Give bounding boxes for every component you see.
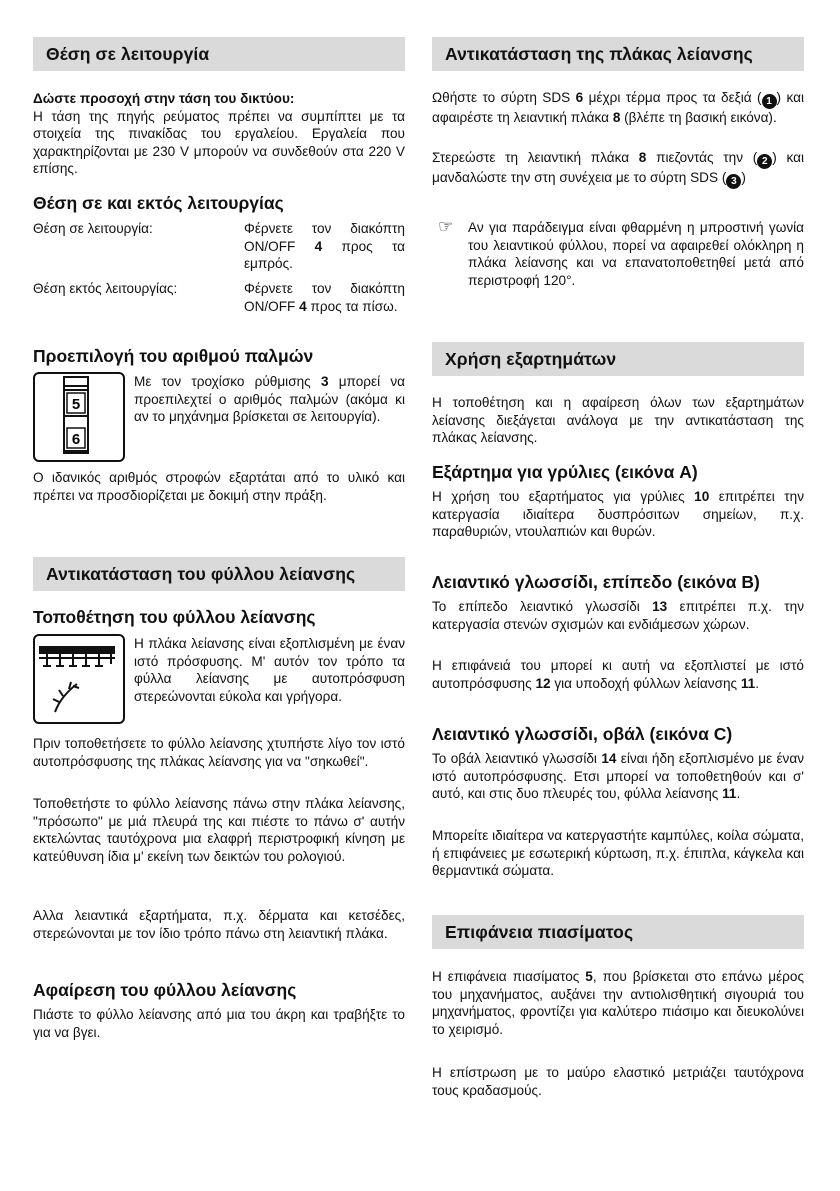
fit-text-3: Τοποθετήστε το φύλλο λείανσης πάνω στην πλάκα λείανσης, "πρόσωπο" με μιά πλευρά της και πιέστε το πάνω σ' αυτήν εκτελώντας ταυτόχρονα μια ελαφρή περιστροφική κίνηση με κατεύθυνση ίδια μ' εκείνη των δεικτών του ρολογιού. (33, 796, 405, 864)
grip-text-2: Η επίστρωση με το μαύρο ελαστικό μετριάζει ταυτόχρονα τους κραδασμούς. (432, 1065, 804, 1098)
section-header-operation: Θέση σε λειτουργία (33, 37, 405, 71)
switch-on-label: Θέση σε λειτουργία: (33, 221, 153, 236)
fit-text-1: Η πλάκα λείανσης είναι εξοπλισμένη με έναν ιστό πρόσφυσης. Μ' αυτόν τον τρόπο τα φύλλα λείανσης με αυτοπρόσφυση στερεώνονται εύκολα και γρήγορα. (134, 636, 405, 704)
step-2-icon: 2 (757, 154, 772, 169)
preset-heading: Προεπιλογή του αριθμού παλμών (33, 346, 314, 366)
remove-sheet-heading: Αφαίρεση του φύλλου λείανσης (33, 980, 297, 1000)
speed-dial-graphic (33, 372, 121, 458)
accessory-b-text-1: Το επίπεδο λειαντικό γλωσσίδι 13 επιτρέπει π.χ. την κατεργασία στενών σχισμών και ενδιάμεσων χώρων. (432, 599, 804, 632)
preset-text-2: Ο ιδανικός αριθμός στροφών εξαρτάται από το υλικό και πρέπει να προσδιορίζεται με δοκιμή στην πράξη. (33, 470, 405, 503)
dial-label-5: 5 (71, 396, 81, 413)
switch-off-text: Φέρνετε τον διακόπτη ON/OFF 4 προς τα πίσω. (244, 281, 405, 314)
section-header-grip: Επιφάνεια πιασίματος (432, 915, 804, 949)
accessory-a-text: Η χρήση του εξαρτήματος για γρύλιες 10 επιτρέπει την κατεργασία ιδιαίτερα δυσπρόσιτων σημείων, π.χ. παραθυριών, ντουλαπιών και θυρών. (432, 489, 804, 539)
speed-dial-icon (33, 372, 125, 462)
accessory-c-text-1: Το οβάλ λειαντικό γλωσσίδι 14 είναι ήδη εξοπλισμένο με έναν ιστό αυτοπρόσφυσης. Ετσι μπορεί να τοποθετηθούν και σ' αυτό, και στις δυο πλευρές του, φύλλα λείανσης 11. (432, 751, 805, 801)
step-3-icon: 3 (726, 174, 741, 189)
onoff-heading: Θέση σε και εκτός λειτουργίας (33, 193, 284, 213)
section-header-plate-change: Αντικατάσταση της πλάκας λείανσης (432, 37, 804, 71)
dial-label-6: 6 (71, 431, 81, 448)
switch-on-text: Φέρνετε τον διακόπτη ON/OFF 4 προς τα εμπρός. (244, 221, 405, 271)
remove-sheet-text: Πιάστε το φύλλο λείανσης από μια του άκρη και τραβήξτε το για να βγει. (33, 1007, 405, 1040)
velcro-graphic (33, 634, 121, 720)
voltage-warning-text: Η τάση της πηγής ρεύματος πρέπει να συμπίπτει με τα στοιχεία της πινακίδας του εργαλείου. Εργαλεία που χαρακτηρίζονται με 230 V μπορούν να συνδεθούν στα 220 V επίσης. (33, 108, 405, 176)
accessory-a-heading: Εξάρτημα για γρύλιες (εικόνα A) (432, 462, 698, 482)
section-header-sheet-change: Αντικατάσταση του φύλλου λείανσης (33, 557, 405, 591)
voltage-paragraph (33, 90, 405, 178)
fit-text-2: Πριν τοποθετήσετε το φύλλο λείανσης χτυπήστε λίγο τον ιστό αυτοπρόσφυσης της πλάκας λείανσης για να "σηκωθεί". (33, 736, 405, 769)
fit-text-4: Αλλα λειαντικά εξαρτήματα, π.χ. δέρματα και κετσέδες, στερεώνονται με τον ίδιο τρόπο πάνω στη λειαντική πλάκα. (33, 908, 405, 941)
accessory-b-text-2: Η επιφάνειά του μπορεί κι αυτή να εξοπλιστεί με ιστό αυτοπρόσφυσης 12 για υποδοχή φύλλων λείανσης 11. (432, 658, 804, 691)
preset-text: Με τον τροχίσκο ρύθμισης 3 μπορεί να προεπιλεχτεί ο αριθμός παλμών (ακόμα κι αν το μηχάνημα βρίσκεται σε λειτουργία). (134, 374, 405, 424)
accessory-c-text-2: Μπορείτε ιδιαίτερα να κατεργαστήτε καμπύλες, κοίλα σώματα, ή επιφάνειες με εσωτερική κύρτωση, π.χ. έπιπλα, κάγκελα και θερμαντικά σώματα. (432, 828, 804, 878)
velcro-sheet-icon (33, 634, 125, 724)
switch-off-label: Θέση εκτός λειτουργίας: (33, 281, 178, 296)
accessory-c-heading: Λειαντικό γλωσσίδι, οβάλ (εικόνα C) (432, 724, 733, 744)
grip-text-1: Η επιφάνεια πιασίματος 5, που βρίσκεται στο επάνω μέρος του μηχανήματος, αυξάνει την αντιολισθητική σιγουριά του μηχανήματος, φροντίζει για καλύτερο πιάσιμο και διευκολύνει το χειρισμό. (432, 969, 804, 1037)
hint-text: Αν για παράδειγμα είναι φθαρμένη η μπροστινή γωνία του λειαντικού φύλλου, πορεί να αφαιρεθεί ολόκληρη η πλάκα λείανσης και να επανατοποθετηθεί μετά από περιστροφή 120°. (468, 220, 804, 288)
section-header-accessories: Χρήση εξαρτημάτων (432, 342, 804, 376)
plate-fit-text: Στερεώστε τη λειαντική πλάκα 8 πιεζοντάς την ( 2 ) και μανδαλώστε την στη συνέχεια με το σύρτη SDS ( 3 ) (432, 150, 804, 187)
plate-remove-text: Ωθήστε το σύρτη SDS 6 μέχρι τέρμα προς τα δεξιά ( 1 ) και αφαιρέστε τη λειαντική πλάκα 8 (βλέπε τη βασική εικόνα). (432, 90, 804, 125)
pointing-hand-icon: ☞ (438, 217, 454, 236)
voltage-warning-title: Δώστε προσοχή στην τάση του δικτύου: (33, 91, 295, 106)
step-1-icon: 1 (762, 94, 777, 109)
fit-sheet-heading: Τοποθέτηση του φύλλου λείανσης (33, 607, 316, 627)
accessories-text: Η τοποθέτηση και η αφαίρεση όλων των εξαρτημάτων λείανσης διεξάγεται ανάλογα με την αντικατάσταση της πλάκας λείανσης. (432, 395, 804, 445)
accessory-b-heading: Λειαντικό γλωσσίδι, επίπεδο (εικόνα B) (432, 572, 760, 592)
